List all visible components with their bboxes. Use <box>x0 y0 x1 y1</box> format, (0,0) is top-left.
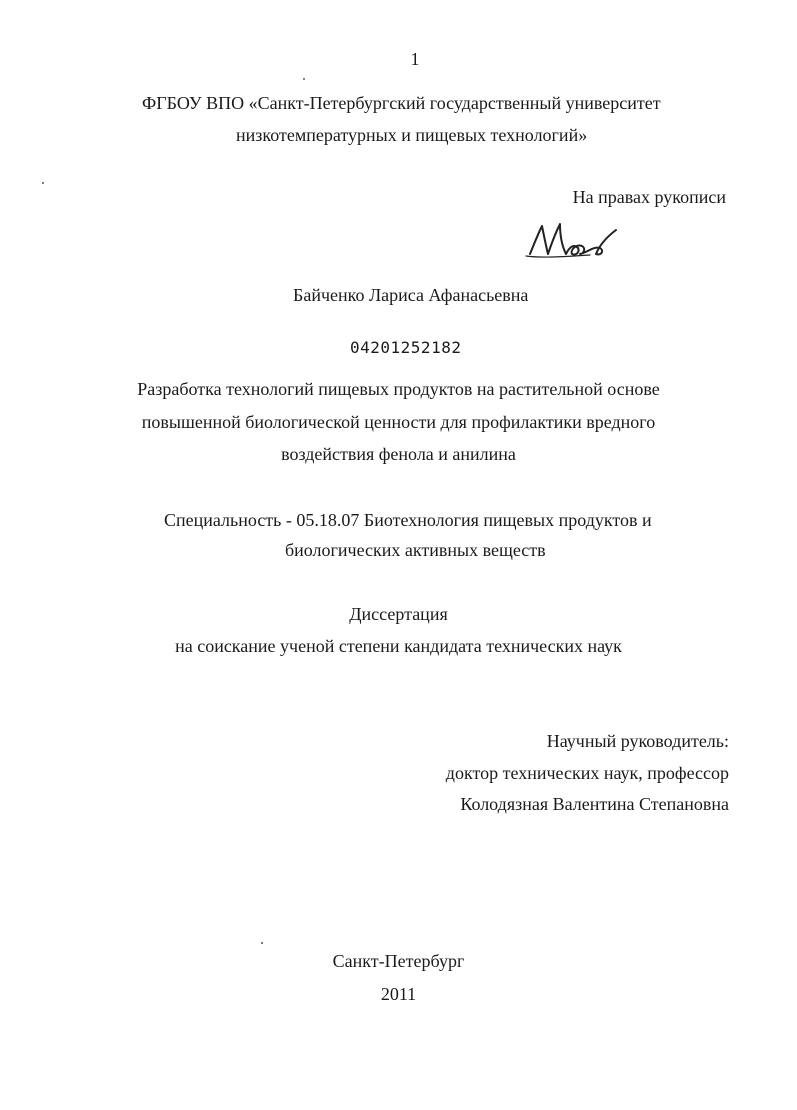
page-number: 1 <box>410 49 420 69</box>
title-line-1: Разработка технологий пищевых продуктов на растительной основе <box>137 379 660 399</box>
specialty-line-2: биологических активных веществ <box>285 540 546 560</box>
author-name: Байченко Лариса Афанасьевна <box>293 285 529 305</box>
scan-speck <box>303 78 305 80</box>
title-line-3: воздействия фенола и анилина <box>281 444 516 464</box>
scan-speck <box>42 182 44 184</box>
specialty-line-1: Специальность - 05.18.07 Биотехнология пищевых продуктов и <box>164 510 652 530</box>
signature-mark <box>520 214 620 264</box>
title-line-2: повышенной биологической ценности для профилактики вредного <box>141 412 656 432</box>
year: 2011 <box>380 984 417 1004</box>
registration-number: 04201252182 <box>350 338 462 357</box>
city: Санкт-Петербург <box>332 951 465 971</box>
dissertation-label: Диссертация <box>349 604 448 624</box>
supervisor-name: Колодязная Валентина Степановна <box>460 794 729 814</box>
manuscript-rights: На правах рукописи <box>572 187 726 207</box>
dissertation-purpose: на соискание ученой степени кандидата технических наук <box>175 636 622 656</box>
scan-speck <box>261 942 263 944</box>
supervisor-label: Научный руководитель: <box>546 731 729 751</box>
institution-line-1: ФГБОУ ВПО «Санкт-Петербургский государственный университет <box>142 93 661 113</box>
institution-line-2: низкотемпературных и пищевых технологий» <box>236 125 588 145</box>
supervisor-degree: доктор технических наук, профессор <box>445 763 729 783</box>
